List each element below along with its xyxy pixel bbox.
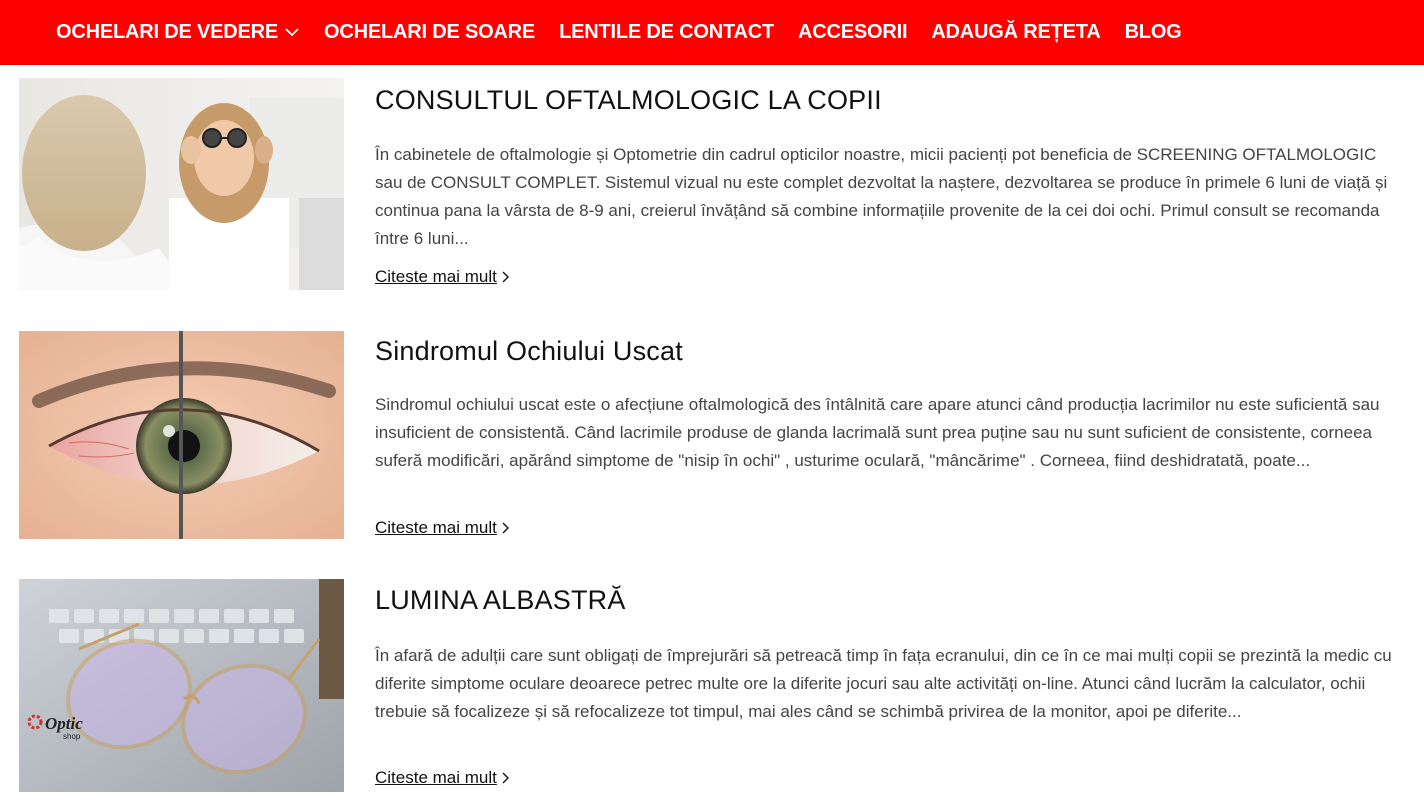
nav-item-label: ADAUGĂ REȚETA — [931, 20, 1101, 43]
article-excerpt: Sindromul ochiului uscat este o afecțiune oftalmologică des întâlnită care apare atunci când producția lacrimilor nu este suficientă sau insuficient de consistentă. Când lacrimile produse de glanda lacrimală sunt prea puține sau nu sunt suficient de consistente, corneea suferă modificări, apărând simptome de "nisip în ochi" , usturime oculară, "mâncărime" . Corneea, fiind deshidratată, poate... — [375, 395, 1380, 470]
blog-article — [19, 579, 1419, 810]
read-more-link[interactable] — [375, 267, 510, 287]
red-eye-comparison-photo — [19, 331, 344, 539]
read-more-label: Citeste mai mult — [375, 518, 497, 537]
article-title[interactable]: CONSULTUL OFTALMOLOGIC LA COPII — [375, 85, 882, 115]
article-thumbnail-blue-light[interactable] — [19, 579, 344, 792]
read-more-label: Citeste mai mult — [375, 768, 497, 787]
article-title[interactable]: Sindromul Ochiului Uscat — [375, 336, 683, 366]
chevron-right-icon — [500, 270, 510, 284]
blog-article — [19, 78, 1419, 308]
chevron-right-icon — [500, 521, 510, 535]
main-navigation — [0, 0, 1424, 65]
article-thumbnail-dry-eye[interactable] — [19, 331, 344, 539]
nav-item-label: BLOG — [1124, 20, 1182, 43]
read-more-link[interactable] — [375, 768, 510, 788]
chevron-down-icon — [284, 26, 300, 38]
article-thumbnail-child-eye-exam[interactable] — [19, 78, 344, 290]
read-more-label: Citeste mai mult — [375, 267, 497, 286]
nav-item-label: OCHELARI DE VEDERE — [56, 20, 278, 43]
article-title[interactable]: LUMINA ALBASTRĂ — [375, 585, 626, 615]
svg-text:shop: shop — [63, 732, 81, 741]
nav-item-lentile-de-contact[interactable] — [559, 21, 774, 44]
article-excerpt: În cabinetele de oftalmologie și Optometrie din cadrul opticilor noastre, micii pacienți pot beneficia de SCREENING OFTALMOLOGIC sau de CONSULT COMPLET. Sistemul vizual nu este complet dezvoltat la naștere, dezvoltarea se produce în primele 6 luni de viață și continua pana la vârsta de 8-9 ani, creierul învățând să combine informațiile provenite de la cei doi ochi. Primul consult se recomanda între 6 luni... — [375, 145, 1388, 248]
nav-item-ochelari-de-soare[interactable] — [324, 21, 535, 44]
read-more-link[interactable] — [375, 518, 510, 538]
nav-item-label: ACCESORII — [797, 20, 908, 43]
child-eye-exam-photo — [19, 78, 344, 290]
nav-item-label: OCHELARI DE SOARE — [324, 20, 536, 43]
article-excerpt: În afară de adulții care sunt obligați de împrejurări să petreacă timp în fața ecranului, din ce în ce mai mulți copii se prezintă la medic cu diferite simptome oculare deoarece petrec multe ore la diferite jocuri sau alte activități on-line. Atunci când lucrăm la calculator, ochii trebuie să focalizeze și să refocalizeze tot timpul, mai ales când se schimbă privirea de la monitor, apoi pe diferite... — [375, 646, 1392, 721]
nav-item-accesorii[interactable] — [798, 21, 907, 44]
chevron-right-icon — [500, 771, 510, 785]
nav-item-label: LENTILE DE CONTACT — [559, 20, 774, 43]
svg-text:Optic: Optic — [45, 714, 83, 733]
blog-article — [19, 331, 1419, 561]
nav-item-adauga-reteta[interactable] — [931, 21, 1100, 44]
nav-item-ochelari-de-vedere[interactable] — [56, 21, 300, 44]
nav-menu — [0, 0, 1424, 64]
nav-item-blog[interactable] — [1125, 21, 1182, 44]
glasses-on-laptop-photo — [19, 579, 344, 792]
